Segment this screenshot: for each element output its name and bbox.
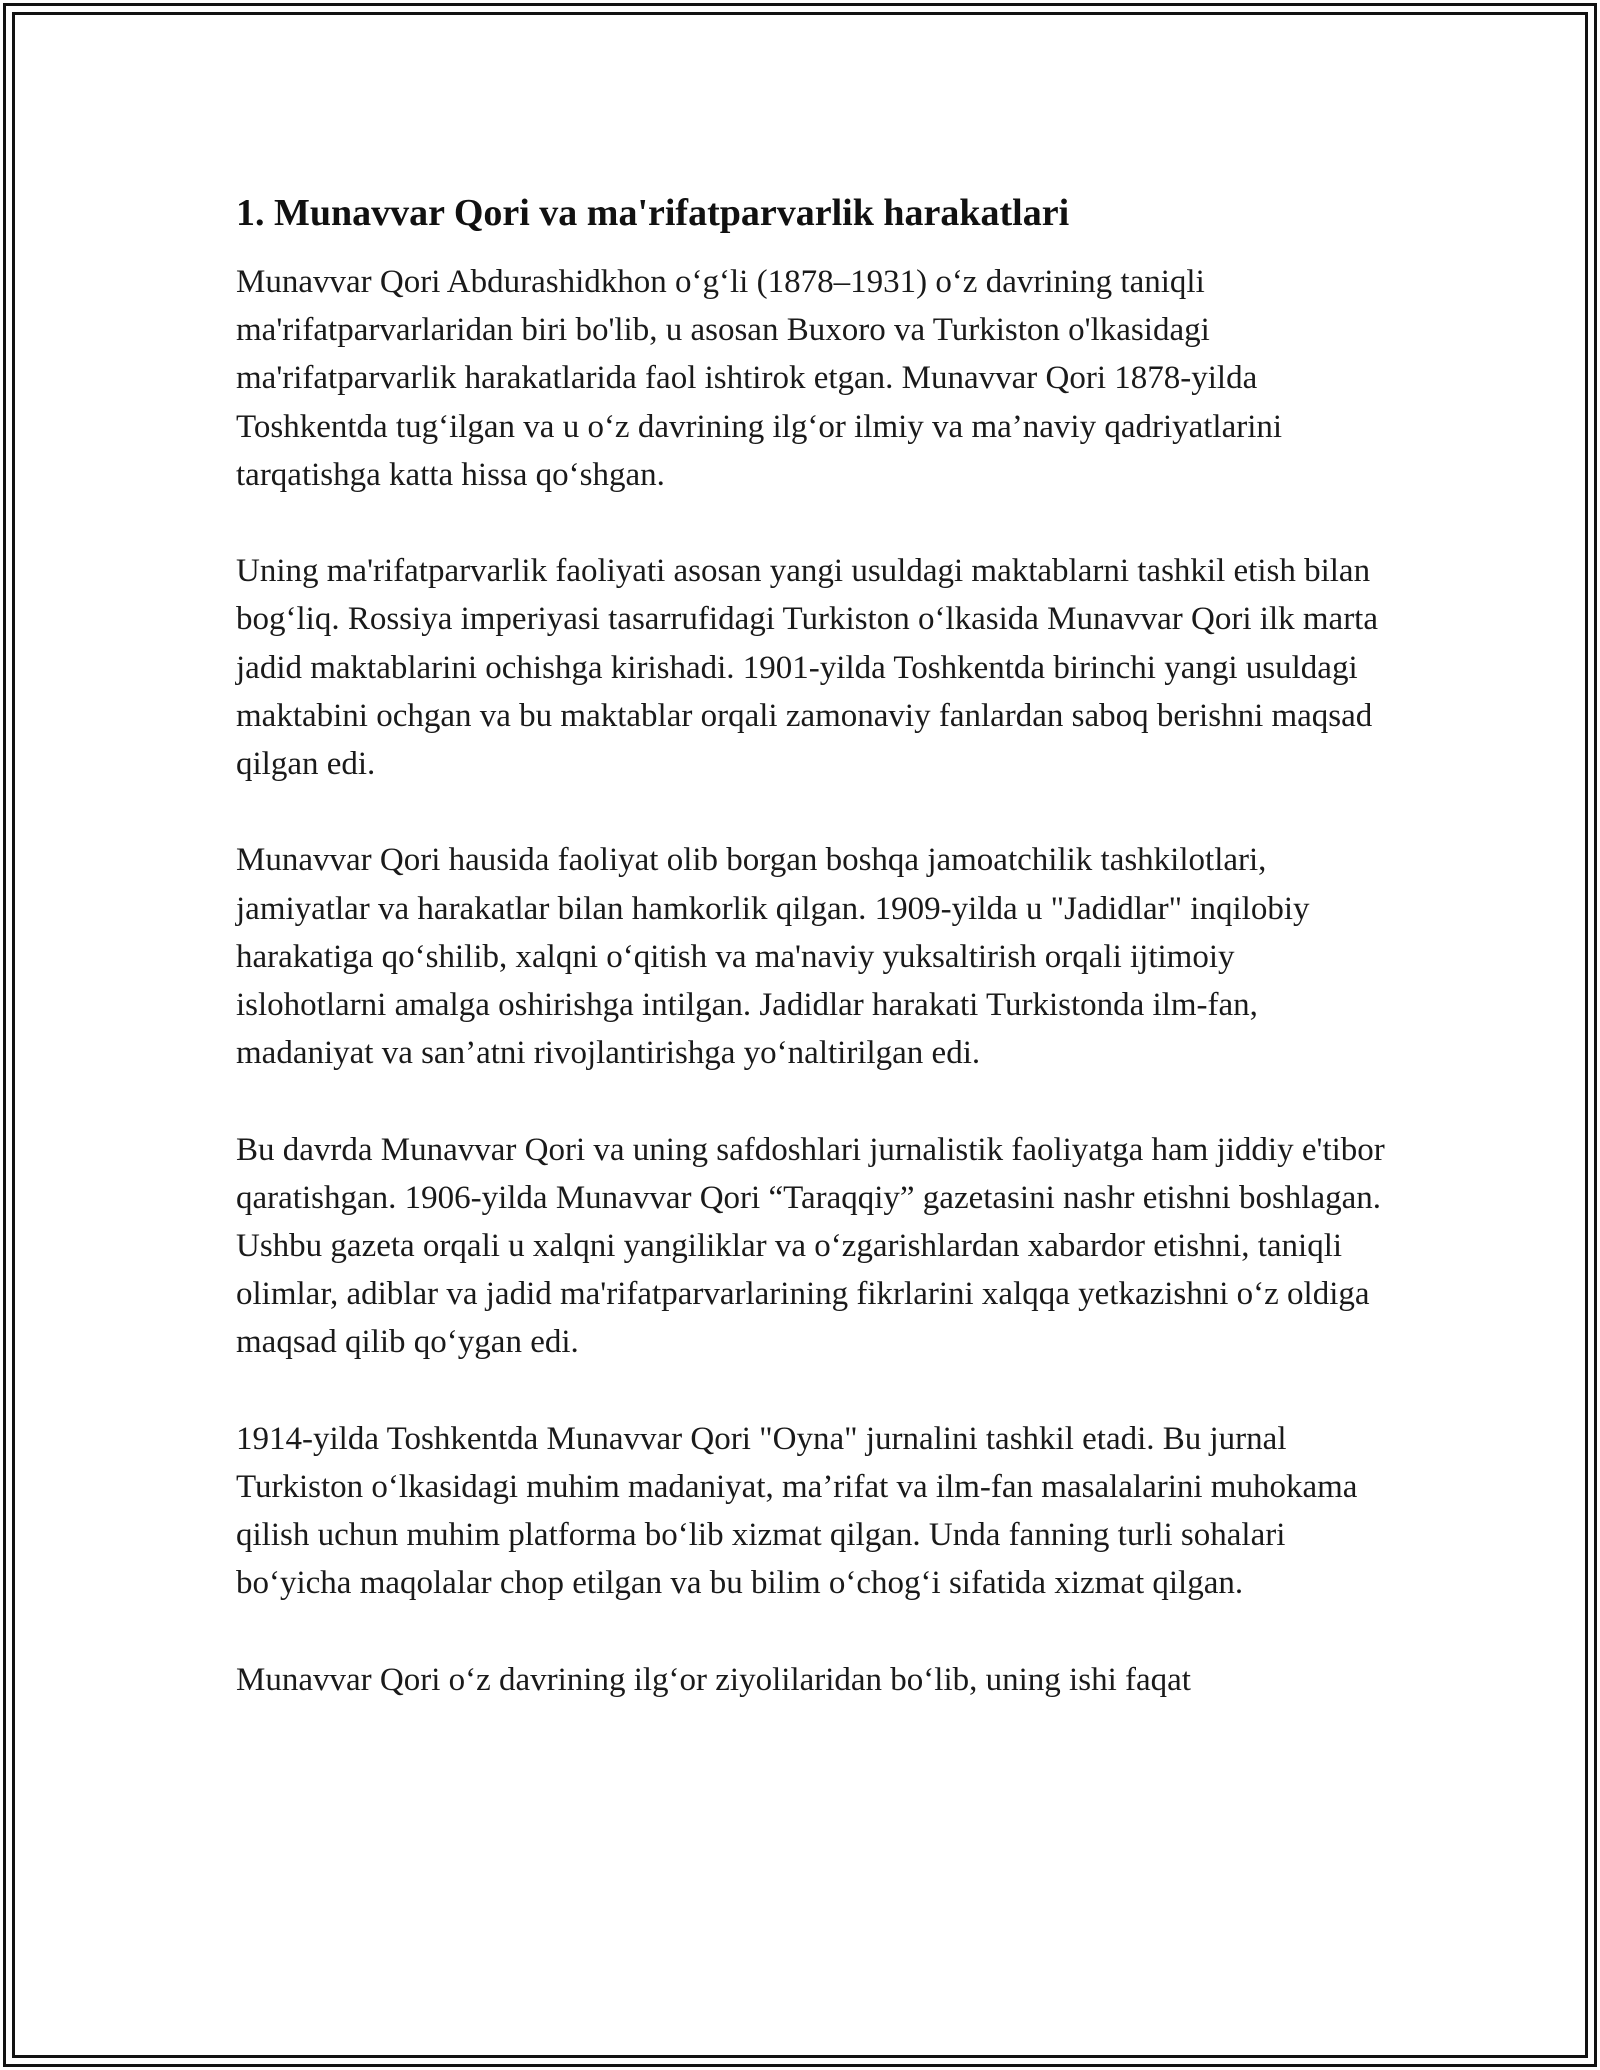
document-body: [236, 188, 1386, 1752]
paragraph-2: Uning ma'rifatparvarlik faoliyati asosan yangi usuldagi maktablarni tashkil etish bilan bog‘liq. Rossiya imperiyasi tasarrufidagi Turkiston o‘lkasida Munavvar Qori ilk marta jadid maktablarini ochishga kirishadi. 1901-yilda Toshkentda birinchi yangi usuldagi maktabini ochgan va bu maktablar orqali zamonaviy fanlardan saboq berishni maqsad qilgan edi.: [236, 553, 1378, 783]
paragraph-5: 1914-yilda Toshkentda Munavvar Qori "Oyna" jurnalini tashkil etadi. Bu jurnal Turkiston o‘lkasidagi muhim madaniyat, ma’rifat va ilm-fan masalalarini muhokama qilish uchun muhim platforma bo‘lib xizmat qilgan. Unda fanning turli sohalari bo‘yicha maqolalar chop etilgan va bu bilim o‘chog‘i sifatida xizmat qilgan.: [236, 1420, 1358, 1602]
paragraph-4: Bu davrda Munavvar Qori va uning safdoshlari jurnalistik faoliyatga ham jiddiy e'tibor qaratishgan. 1906-yilda Munavvar Qori “Taraqqiy” gazetasini nashr etishni boshlagan. Ushbu gazeta orqali u xalqni yangiliklar va o‘zgarishlardan xabardor etishni, taniqli olimlar, adiblar va jadid ma'rifatparvarlarining fikrlarini xalqqa yetkazishni o‘z oldiga maqsad qilib qo‘ygan edi.: [236, 1131, 1385, 1361]
paragraph-3: Munavvar Qori hausida faoliyat olib borgan boshqa jamoatchilik tashkilotlari, jamiyatlar va harakatlar bilan hamkorlik qilgan. 1909-yilda u "Jadidlar" inqilobiy harakatiga qo‘shilib, xalqni o‘qitish va ma'naviy yuksaltirish orqali ijtimoiy islohotlarni amalga oshirishga intilgan. Jadidlar harakati Turkistonda ilm-fan, madaniyat va san’atni rivojlantirishga yo‘naltirilgan edi.: [236, 842, 1310, 1072]
paragraph-1: Munavvar Qori Abdurashidkhon o‘g‘li (1878–1931) o‘z davrining taniqli ma'rifatparvarlaridan biri bo'lib, u asosan Buxoro va Turkiston o'lkasidagi ma'rifatparvarlik harakatlarida faol ishtirok etgan. Munavvar Qori 1878-yilda Toshkentda tug‘ilgan va u o‘z davrining ilg‘or ilmiy va ma’naviy qadriyatlarini tarqatishga katta hissa qo‘shgan.: [236, 264, 1283, 493]
paragraph-6: Munavvar Qori o‘z davrining ilg‘or ziyolilaridan bo‘lib, uning ishi faqat: [236, 1661, 1191, 1698]
section-heading: 1. Munavvar Qori va ma'rifatparvarlik harakatlari: [236, 192, 1070, 234]
